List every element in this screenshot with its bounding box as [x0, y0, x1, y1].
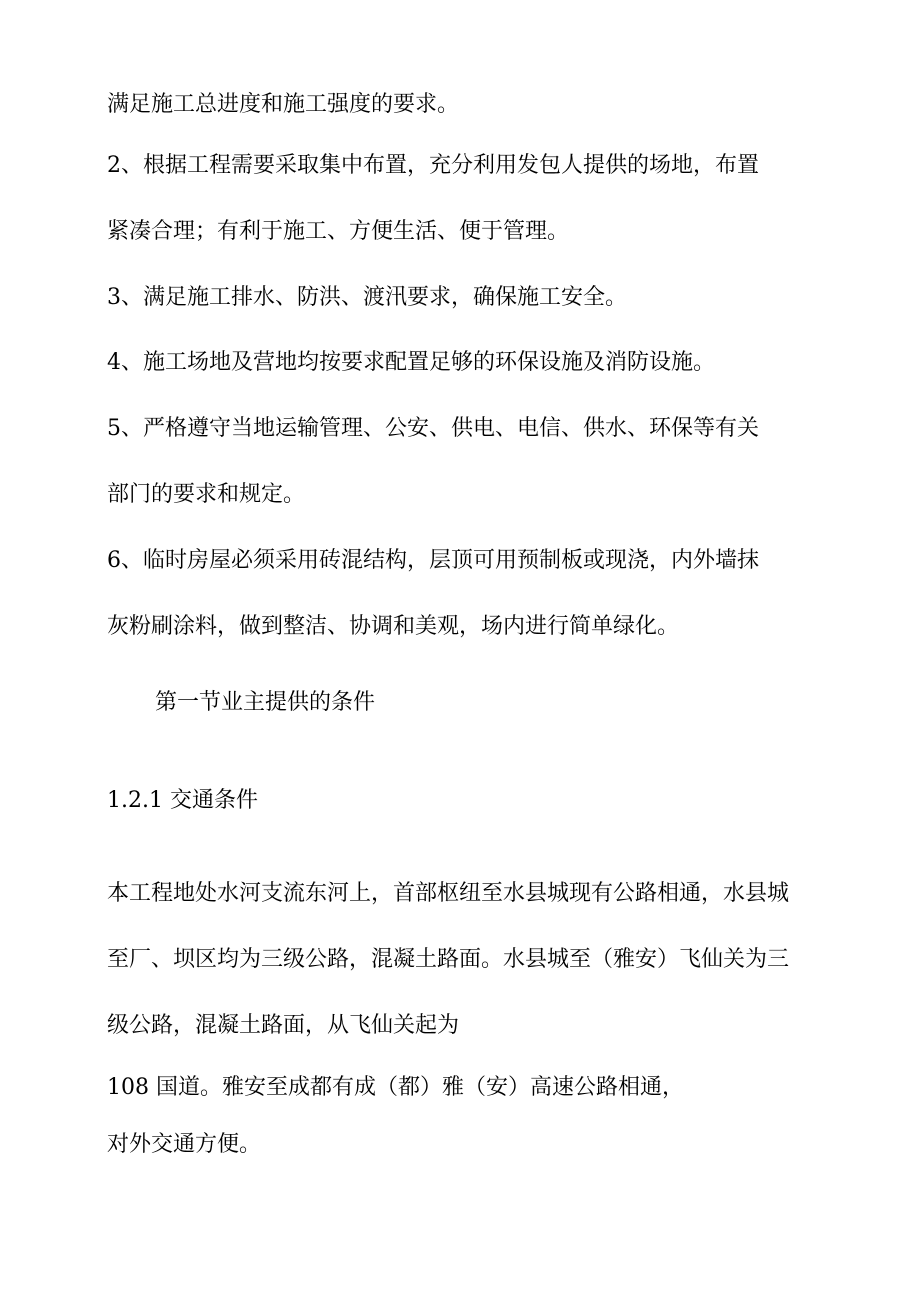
paragraph-line: 部门的要求和规定。	[107, 482, 306, 507]
paragraph-line: 满足施工总进度和施工强度的要求。	[107, 92, 460, 117]
paragraph-line: 3、满足施工排水、防洪、渡汛要求，确保施工安全。	[107, 285, 627, 310]
paragraph-line: 6、临时房屋必须采用砖混结构，层顶可用预制板或现浇，内外墙抹	[107, 548, 759, 573]
paragraph-line: 108 国道。雅安至成都有成（都）雅（安）高速公路相通，	[107, 1075, 684, 1100]
subsection-title: 1.2.1 交通条件	[107, 788, 258, 813]
paragraph-line: 本工程地处水河支流东河上，首部枢纽至水县城现有公路相通，水县城	[107, 881, 790, 906]
section-title: 第一节业主提供的条件	[155, 690, 376, 715]
paragraph-line: 紧凑合理；有利于施工、方便生活、便于管理。	[107, 219, 570, 244]
paragraph-line: 2、根据工程需要采取集中布置，充分利用发包人提供的场地，布置	[107, 153, 759, 178]
paragraph-line: 5、严格遵守当地运输管理、公安、供电、电信、供水、环保等有关	[107, 416, 759, 441]
paragraph-line: 对外交通方便。	[107, 1132, 262, 1157]
paragraph-line: 级公路，混凝土路面，从飞仙关起为	[107, 1013, 460, 1038]
paragraph-line: 至厂、坝区均为三级公路，混凝土路面。水县城至（雅安）飞仙关为三	[107, 947, 790, 972]
paragraph-line: 灰粉刷涂料，做到整洁、协调和美观，场内进行简单绿化。	[107, 614, 680, 639]
paragraph-line: 4、施工场地及营地均按要求配置足够的环保设施及消防设施。	[107, 350, 715, 375]
